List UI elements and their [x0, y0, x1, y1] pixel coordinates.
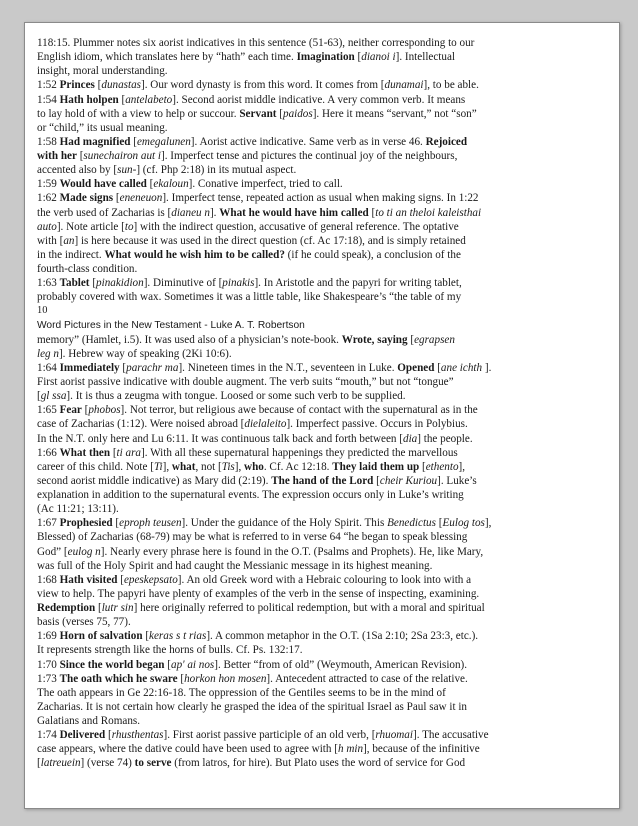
bold-term: Princes — [59, 79, 95, 92]
text-line — [37, 333, 611, 347]
bold-term: What then — [59, 446, 111, 459]
text-run: 1:58 — [37, 135, 60, 148]
text-run: [ — [142, 630, 150, 643]
text-run: ]. An old Greek word with a Hebraic colouring to look into with a — [177, 573, 472, 586]
text-run: ], — [234, 460, 245, 473]
text-run: Blessed) of Zacharias (68-79) may be what is referred to in verse 64 “he began to speak blessing — [37, 531, 468, 544]
text-run: or “child,” its usual meaning. — [37, 121, 168, 134]
text-run: memory” (Hamlet, i.5). It was used also of a physician’s note-book. — [37, 333, 342, 346]
text-run: ]. Nearly every phrase here is found in the O.T. (Psalms and Prophets). He, like Mary, — [100, 545, 484, 558]
bold-term: What would he wish him to be called? — [104, 248, 285, 261]
bold-term: with her — [37, 150, 77, 162]
text-line — [37, 403, 611, 417]
greek-transliteration: paidos — [283, 107, 313, 120]
text-line — [37, 347, 611, 361]
text-run: 1:54 — [37, 93, 60, 106]
text-run: ]. Imperfect passive. Occurs in Polybius. — [286, 418, 468, 431]
greek-transliteration: pinakidion — [96, 277, 144, 290]
greek-transliteration: eulog n — [67, 545, 101, 558]
greek-transliteration: egrapsen — [414, 333, 455, 346]
text-run: [ — [94, 79, 102, 92]
text-run: [ — [146, 178, 154, 191]
text-run: ]. Here it means “servant,” not “son” — [312, 107, 477, 120]
text-run: was full of the Holy Spirit and had caught the Messianic message in its highest meaning. — [37, 559, 433, 572]
text-run: ]. Diminutive of [ — [143, 277, 223, 290]
greek-transliteration: ethento — [425, 460, 459, 473]
text-run: [ — [110, 446, 117, 459]
text-run: [ — [419, 460, 426, 473]
text-run: ]. Luke’s — [437, 474, 477, 487]
greek-transliteration: gl ssa — [40, 390, 67, 403]
greek-transliteration: Tis — [221, 460, 235, 473]
text-run: Galatians and Romans. — [37, 715, 141, 727]
text-line — [37, 107, 611, 121]
text-line — [37, 135, 611, 149]
bold-term: Redemption — [37, 602, 96, 614]
text-run: ]. Nineteen times in the N.T., seventeen in Luke. — [178, 361, 398, 374]
text-run: [ — [368, 206, 376, 219]
greek-transliteration: sun- — [117, 164, 137, 177]
text-line — [37, 177, 611, 191]
text-run: ]. — [209, 206, 220, 219]
text-line — [37, 700, 611, 714]
text-run: [ — [373, 474, 380, 487]
greek-transliteration: ane ichth — [440, 361, 483, 374]
text-run: case appears, where the dative could have been used to agree with [ — [37, 743, 338, 756]
bold-term: Tablet — [59, 277, 90, 290]
text-run: [ — [95, 602, 102, 614]
bold-term: what — [171, 460, 196, 473]
text-run: 1:64 — [37, 361, 60, 374]
text-line — [37, 220, 611, 234]
text-line — [37, 163, 611, 177]
bold-term: Had magnified — [59, 135, 131, 148]
text-run: ], — [162, 460, 172, 473]
text-run: [ — [354, 51, 362, 64]
bold-term: Imagination — [296, 51, 355, 64]
bold-term: Wrote, saying — [341, 333, 408, 346]
greek-transliteration: epeskepsato — [123, 573, 178, 586]
text-run: English idiom, which translates here by “hath” each time. — [37, 51, 297, 64]
text-line — [37, 714, 611, 728]
greek-transliteration: dia — [403, 432, 418, 445]
text-run: ]. Better “from of old” (Weymouth, American Revision). — [214, 658, 468, 671]
text-run: 1:74 — [37, 729, 60, 742]
text-run: ]. Our word dynasty is from this word. It comes from [ — [141, 79, 385, 92]
text-run: [ — [435, 517, 443, 530]
text-run: [ — [276, 107, 283, 120]
text-line — [37, 530, 611, 544]
text-line — [37, 206, 611, 220]
bold-term: They laid them up — [332, 460, 420, 473]
greek-transliteration: ekaloun — [153, 178, 189, 191]
text-run: (if he could speak), a conclusion of the — [284, 248, 461, 261]
text-run: insight, moral understanding. — [37, 65, 168, 78]
text-run: 1:63 — [37, 277, 60, 290]
text-line — [37, 78, 611, 92]
text-run: ] the people. — [417, 432, 473, 445]
greek-transliteration: dianeu n — [171, 206, 210, 219]
greek-transliteration: leg n — [37, 347, 59, 360]
greek-transliteration: to ti an theloi kaleisthai — [375, 206, 482, 219]
text-run: God” [ — [37, 545, 68, 558]
bold-term: Hath visited — [59, 573, 118, 586]
text-line — [37, 502, 611, 516]
greek-transliteration: dielaleito — [244, 418, 287, 431]
text-run: fourth-class condition. — [37, 263, 138, 275]
text-run: The oath appears in Ge 22:16-18. The oppression of the Gentiles seems to be in the mind of — [37, 686, 446, 699]
bold-term: Horn of salvation — [59, 630, 143, 643]
text-run: [ — [113, 192, 120, 205]
text-line — [37, 389, 611, 403]
text-run: [ — [112, 517, 120, 530]
text-line — [37, 191, 611, 205]
page-number: 10 — [37, 305, 48, 317]
text-run: view to help. The papyri have plenty of examples of the verb in the sense of inspecting, examining. — [37, 587, 480, 600]
text-line — [37, 417, 611, 431]
text-run: ]. Not terror, but religious awe because of contact with the supernatural as in the — [120, 404, 478, 417]
greek-transliteration: rhuomai — [375, 729, 413, 742]
greek-transliteration: ap' ai nos — [171, 658, 215, 671]
text-run: [ — [105, 729, 112, 742]
text-run: ]. It is thus a zeugma with tongue. Loosed or some such verb to be supplied. — [66, 390, 406, 403]
greek-transliteration: cheir Kuriou — [379, 474, 438, 487]
text-run: accented also by [ — [37, 164, 118, 177]
bold-term: Made signs — [59, 192, 114, 205]
text-run: 1:73 — [37, 672, 60, 685]
text-run: [ — [119, 361, 127, 374]
text-run: ]. Imperfect tense and pictures the continual joy of the neighbours, — [161, 150, 458, 162]
text-line — [37, 460, 611, 474]
text-run: ]. Imperfect tense, repeated action as usual when making signs. In 1:22 — [162, 192, 479, 205]
text-run: 1:62 — [37, 192, 60, 205]
text-run: ] (verse 74) — [80, 757, 135, 770]
text-line — [37, 686, 611, 700]
text-line — [37, 276, 611, 290]
greek-transliteration: auto — [37, 220, 57, 233]
text-line — [37, 50, 611, 64]
text-run: ] here originally referred to political redemption, but with a moral and spiritual — [133, 602, 485, 614]
greek-transliteration: dunamai — [384, 79, 424, 92]
text-run: 1:68 — [37, 573, 60, 586]
text-run: 1:66 — [37, 446, 60, 459]
text-run: ]. A common metaphor in the O.T. (1Sa 2:10; 2Sa 23:3, etc.). — [206, 630, 479, 643]
text-line — [37, 573, 611, 587]
text-line — [37, 601, 611, 615]
greek-transliteration: dunastas — [101, 79, 141, 92]
text-run: case of Zacharias (1:12). Were noised abroad [ — [37, 418, 245, 431]
text-run: ]. Under the guidance of the Holy Spirit. This — [181, 517, 388, 530]
text-run: [ — [37, 757, 41, 770]
greek-transliteration: to — [124, 220, 134, 233]
text-run: ]. In Aristotle and the papyri for writing tablet, — [254, 277, 462, 290]
text-line — [37, 234, 611, 248]
text-run: ]. Second aorist middle indicative. A very common verb. It means — [172, 93, 466, 106]
text-line — [37, 672, 611, 686]
commentary-text — [37, 36, 611, 771]
text-run: ]. First aorist passive participle of an old verb, [ — [163, 729, 376, 742]
text-run: 1:70 — [37, 658, 60, 671]
text-run: [ — [164, 658, 172, 671]
text-run: (Ac 11:21; 13:11). — [37, 503, 119, 516]
greek-transliteration: emegalunen — [136, 135, 191, 148]
bold-term: Since the world began — [59, 658, 165, 671]
greek-transliteration: eproph teusen — [119, 517, 182, 530]
bold-term: who — [244, 460, 264, 473]
bold-term: Servant — [239, 107, 277, 120]
text-line — [37, 149, 611, 163]
greek-transliteration: keras s t rias — [149, 630, 207, 643]
text-run: probably covered with wax. Sometimes it was a little table, like Shakespeare’s “the table of my — [37, 291, 462, 304]
text-run: ]. Aorist active indicative. Same verb as in verse 46. — [190, 135, 426, 148]
bold-term: Immediately — [59, 361, 120, 374]
text-run: It represents strength like the horns of bulls. Cf. Ps. 132:17. — [37, 644, 303, 657]
text-run: ]. Note article [ — [56, 220, 125, 233]
running-footer: Word Pictures in the New Testament - Luke A. T. Robertson — [37, 319, 305, 331]
text-line — [37, 121, 611, 135]
text-line — [37, 545, 611, 559]
text-run: ]. Hebrew way of speaking (2Ki 10:6). — [58, 347, 232, 360]
greek-transliteration: Eulog tos — [442, 517, 485, 530]
greek-transliteration: dianoi i — [361, 51, 396, 64]
text-run: [ — [89, 277, 97, 290]
greek-transliteration: eneneuon — [119, 192, 163, 205]
text-line — [37, 432, 611, 446]
bold-term: What he would have him called — [219, 206, 369, 219]
text-run: ]. Conative imperfect, tried to call. — [188, 178, 343, 191]
text-line — [37, 375, 611, 389]
text-line — [37, 36, 611, 50]
text-run: In the N.T. only here and Lu 6:11. It was continuous talk back and forth between [ — [37, 432, 403, 445]
text-run: 1:65 — [37, 404, 60, 417]
text-run: ]. With all these supernatural happenings they predicted the marvellous — [141, 446, 458, 459]
text-line — [37, 64, 611, 78]
text-line — [37, 658, 611, 672]
text-line — [37, 615, 611, 629]
text-run: [ — [118, 93, 126, 106]
text-line — [37, 742, 611, 756]
text-run: ]. The accusative — [412, 729, 489, 742]
greek-transliteration: pinakis — [222, 277, 255, 290]
text-line — [37, 728, 611, 742]
text-run: ], because of the infinitive — [363, 743, 480, 756]
text-run: ] (cf. Php 2:18) in its mutual aspect. — [136, 164, 297, 177]
bold-term: The oath which he sware — [59, 672, 178, 685]
text-run: 1:67 — [37, 517, 60, 530]
greek-transliteration: parachr ma — [126, 361, 179, 374]
greek-transliteration: phobos — [88, 404, 121, 417]
text-run: career of this child. Note [ — [37, 460, 154, 473]
text-line — [37, 361, 611, 375]
greek-transliteration: h min — [337, 743, 364, 756]
text-run: [ — [407, 333, 415, 346]
text-run: . Cf. Ac 12:18. — [263, 460, 333, 473]
text-run: ], to be able. — [423, 79, 479, 92]
greek-transliteration: rhusthentas — [111, 729, 164, 742]
text-line — [37, 629, 611, 643]
text-run: in the indirect. — [37, 248, 105, 261]
text-run: the verb used of Zacharias is [ — [37, 206, 172, 219]
text-run: basis (verses 75, 77). — [37, 616, 131, 629]
text-run: 1:52 — [37, 79, 60, 92]
text-run: second aorist middle indicative) as Mary did (2:19). — [37, 474, 272, 487]
text-run: [ — [117, 573, 124, 586]
text-line — [37, 262, 611, 276]
text-line — [37, 488, 611, 502]
greek-transliteration: horkon hon mosen — [184, 672, 267, 685]
greek-transliteration: Ti — [153, 460, 163, 473]
text-line — [37, 446, 611, 460]
bold-term: Would have called — [59, 178, 147, 191]
text-run: with [ — [37, 234, 64, 247]
greek-transliteration: an — [63, 234, 75, 247]
bold-term: The hand of the Lord — [271, 474, 374, 487]
text-run: [ — [81, 404, 89, 417]
bold-term: Prophesied — [59, 517, 113, 530]
text-run: First aorist passive indicative with double augment. The verb suits “mouth,” but not “tongue” — [37, 376, 454, 388]
text-run: ]. Antecedent attracted to case of the relative. — [266, 672, 468, 685]
text-run: [ — [177, 672, 185, 685]
greek-transliteration: ti ara — [116, 446, 141, 459]
text-run: explanation in addition to the supernatural events. The expression occurs only in Luke’s writing — [37, 489, 464, 501]
text-run: ]. Intellectual — [395, 51, 456, 64]
bold-term: Hath holpen — [59, 93, 119, 106]
text-line — [37, 290, 611, 304]
text-run: (from latros, for hire). But Plato uses the word of service for God — [171, 757, 466, 770]
text-run: Zacharias. It is not certain how clearly he grasped the idea of the spiritual Israel as Paul saw it in — [37, 700, 468, 713]
text-run: ], — [458, 460, 466, 473]
text-run: [ — [434, 361, 441, 374]
greek-transliteration: antelabeto — [125, 93, 173, 106]
greek-transliteration: Benedictus — [387, 517, 436, 530]
bold-term: Fear — [59, 404, 82, 417]
text-run: ] is here because it was used in the direct question (cf. Ac 17:18), and is simply retained — [74, 234, 466, 247]
text-run: to lay hold of with a view to help or succour. — [37, 107, 240, 120]
text-run: [ — [76, 150, 84, 162]
text-run: [ — [37, 390, 41, 403]
text-line — [37, 643, 611, 657]
text-run: ] with the indirect question, accusative of general reference. The optative — [133, 220, 459, 233]
document-page — [24, 22, 620, 809]
greek-transliteration: sunechairon aut i — [83, 150, 161, 162]
greek-transliteration: lutr sin — [101, 602, 134, 614]
text-run: ]. — [482, 361, 492, 374]
text-run: 1:59 — [37, 178, 60, 191]
text-line — [37, 559, 611, 573]
text-line — [37, 93, 611, 107]
text-run: , not [ — [195, 460, 222, 473]
bold-term: Rejoiced — [425, 135, 468, 148]
bold-term: Opened — [397, 361, 435, 374]
text-run: [ — [130, 135, 137, 148]
text-line — [37, 587, 611, 601]
text-line — [37, 474, 611, 488]
text-run: ], — [484, 517, 492, 530]
text-line — [37, 516, 611, 530]
text-line — [37, 756, 611, 770]
bold-term: Delivered — [59, 729, 106, 742]
bold-term: to serve — [134, 757, 172, 770]
greek-transliteration: latreuein — [40, 757, 81, 770]
text-run: 1:69 — [37, 630, 60, 643]
text-run: 118:15. Plummer notes six aorist indicatives in this sentence (51-63), neither corresponding to our — [37, 37, 475, 49]
text-line — [37, 248, 611, 262]
